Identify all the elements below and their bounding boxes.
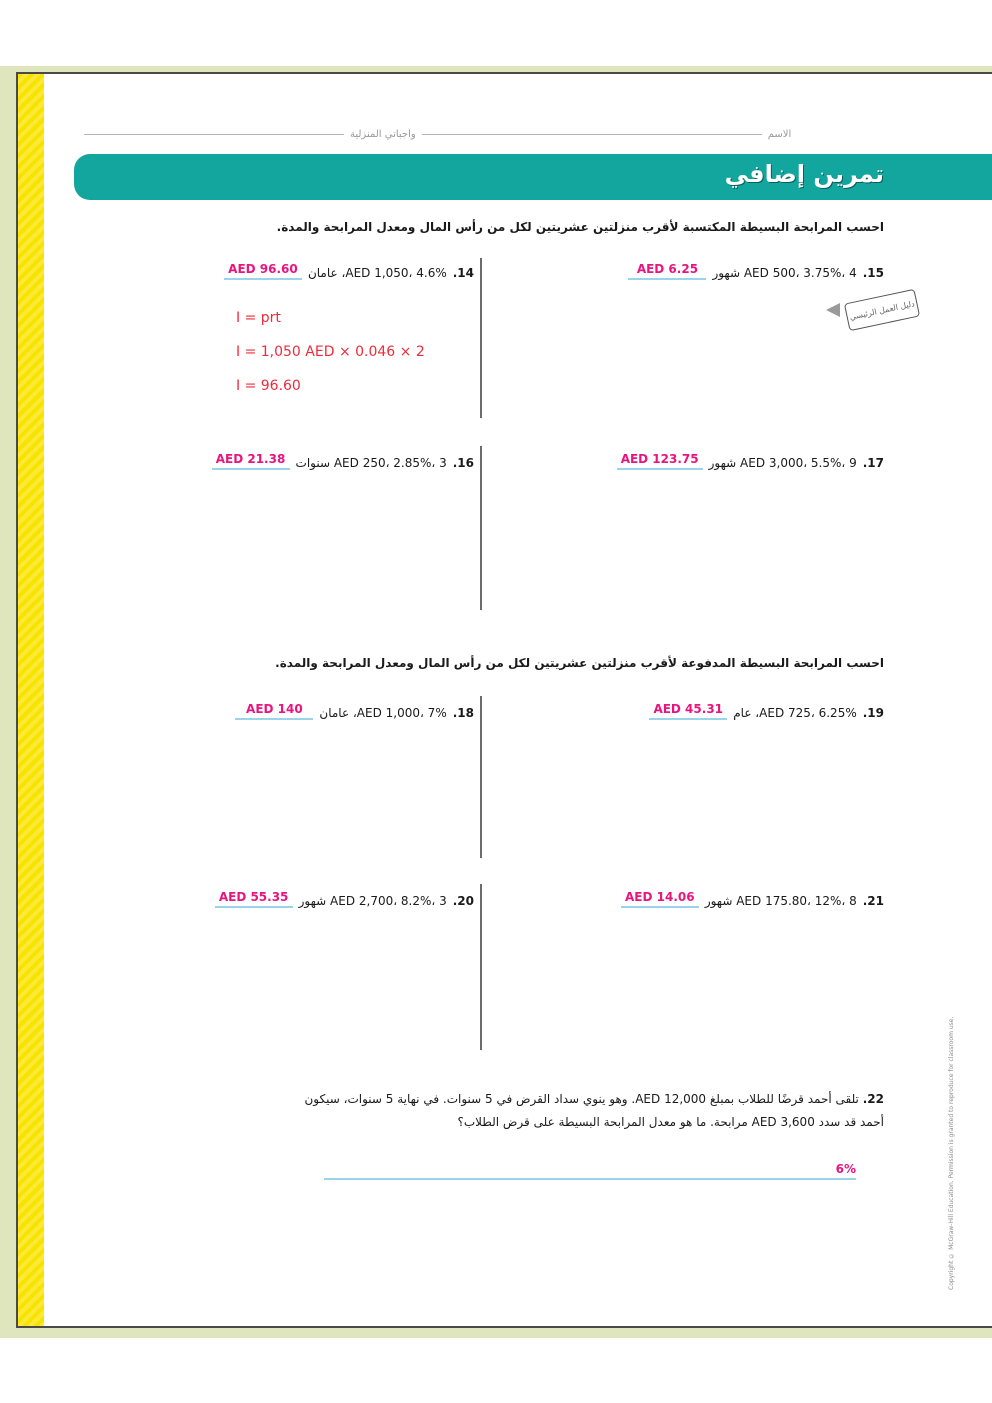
- yellow-edge-strip: [18, 74, 44, 1326]
- answer: 6%: [324, 1162, 856, 1180]
- answer: AED 6.25: [628, 262, 706, 280]
- copyright-credit: Copyright © McGraw-Hill Education. Permission is granted to reproduce for classroom use.: [948, 1016, 955, 1290]
- problem-number: 21.: [862, 894, 884, 908]
- problem-19: [649, 702, 884, 720]
- problem-21: [621, 890, 884, 908]
- problem-17: [617, 452, 884, 470]
- problem-text: AED 1,050، 4.6%، عامان: [307, 266, 447, 280]
- problem-number: 20.: [452, 894, 474, 908]
- answer: AED 21.38: [212, 452, 290, 470]
- problem-text: AED 175.80، 12%، 8 شهور: [704, 894, 857, 908]
- answer: AED 14.06: [621, 890, 699, 908]
- problem-text: AED 2,700، 8.2%، 3 شهور: [298, 894, 447, 908]
- column-divider: [480, 258, 482, 418]
- work-line: I = 1,050 AED × 0.046 × 2: [236, 344, 425, 360]
- problem-18: [235, 702, 474, 720]
- problem-number: 15.: [862, 266, 884, 280]
- problem-20: [215, 890, 474, 908]
- work-line: I = 96.60: [236, 378, 301, 394]
- answer: AED 140: [235, 702, 313, 720]
- name-rule: [422, 134, 762, 135]
- worksheet-page: [16, 72, 992, 1328]
- problem-text: تلقى أحمد قرضًا للطلاب بمبلغ AED 12,000. وهو ينوي سداد القرض في 5 سنوات. في نهاية 5 سنوات، سيكون أحمد قد سدد AED 3,600 مرابحة. ما هو معدل المرابحة البسيطة على قرض الطلاب؟: [304, 1092, 884, 1129]
- section1-instruction: احسب المرابحة البسيطة المكتسبة لأقرب منزلتين عشريتين لكل من رأس المال ومعدل المرابحة والمدة.: [276, 220, 884, 234]
- answer: AED 96.60: [224, 262, 302, 280]
- problem-22: [284, 1088, 884, 1134]
- problem-number: 16.: [452, 456, 474, 470]
- name-label: الاسم: [767, 128, 792, 140]
- problem-number: 22.: [862, 1092, 884, 1106]
- column-divider: [480, 884, 482, 1050]
- problem-number: 18.: [452, 706, 474, 720]
- homework-label: واجباتي المنزلية: [350, 128, 416, 140]
- problem-number: 14.: [452, 266, 474, 280]
- problem-number: 17.: [862, 456, 884, 470]
- work-line: I = prt: [236, 310, 281, 326]
- work-tag: دليل العمل الرئيسي: [844, 289, 920, 331]
- title-banner: [74, 154, 992, 200]
- problem-text: AED 1,000، 7%، عامان: [319, 706, 447, 720]
- problem-14: [224, 262, 474, 280]
- problem-16: [212, 452, 474, 470]
- column-divider: [480, 446, 482, 610]
- section2-instruction: احسب المرابحة البسيطة المدفوعة لأقرب منزلتين عشريتين لكل من رأس المال ومعدل المرابحة والمدة.: [275, 656, 884, 670]
- problem-text: AED 725، 6.25%، عام: [733, 706, 857, 720]
- problem-number: 19.: [862, 706, 884, 720]
- page-title: تمرين إضافي: [724, 160, 884, 188]
- answer: AED 123.75: [617, 452, 703, 470]
- homework-rule: [84, 134, 344, 135]
- problem-text: AED 500، 3.75%، 4 شهور: [712, 266, 857, 280]
- problem-text: AED 3,000، 5.5%، 9 شهور: [708, 456, 857, 470]
- problem-15: [628, 262, 884, 280]
- answer: AED 45.31: [649, 702, 727, 720]
- arrow-icon: [826, 303, 840, 317]
- problem-text: AED 250، 2.85%، 3 سنوات: [295, 456, 447, 470]
- column-divider: [480, 696, 482, 858]
- header-line: [84, 124, 884, 144]
- answer: AED 55.35: [215, 890, 293, 908]
